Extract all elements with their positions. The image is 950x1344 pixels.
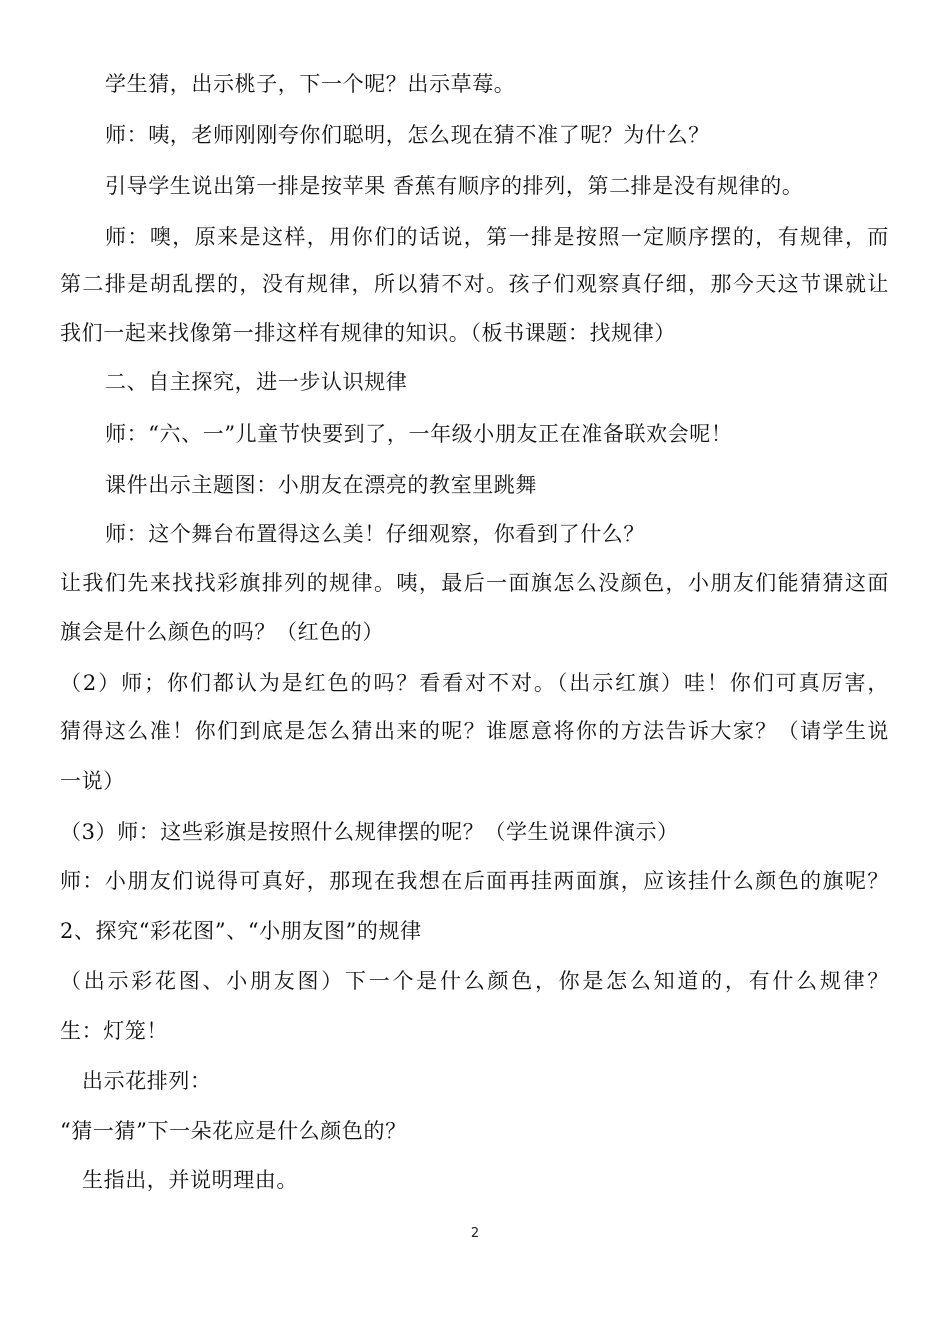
text-line: 生：灯笼！ bbox=[60, 1019, 168, 1043]
text-line: 旗会是什么颜色的吗？（红色的） bbox=[60, 620, 384, 644]
section-heading: 二、自主探究，进一步认识规律 bbox=[105, 370, 408, 394]
text-line: 课件出示主题图：小朋友在漂亮的教室里跳舞 bbox=[105, 473, 537, 497]
text-line: 师：噢，原来是这样，用你们的话说，第一排是按照一定顺序摆的，有规律，而 bbox=[105, 225, 889, 249]
text-line: （出示彩花图、小朋友图）下一个是什么颜色，你是怎么知道的，有什么规律？ bbox=[60, 969, 889, 993]
text-line: 学生猜，出示桃子，下一个呢？出示草莓。 bbox=[105, 72, 516, 96]
text-line: 让我们先来找找彩旗排列的规律。咦，最后一面旗怎么没颜色，小朋友们能猜猜这面 bbox=[60, 571, 889, 595]
text-line: 一说） bbox=[60, 769, 125, 793]
text-line: 出示花排列： bbox=[82, 1069, 212, 1093]
page-number: 2 bbox=[470, 1226, 480, 1241]
text-line: 师：咦，老师刚刚夸你们聪明，怎么现在猜不准了呢？为什么？ bbox=[105, 123, 710, 147]
text-line: 猜得这么准！你们到底是怎么猜出来的呢？谁愿意将你的方法告诉大家？（请学生说 bbox=[60, 719, 889, 743]
text-line: 第二排是胡乱摆的，没有规律，所以猜不对。孩子们观察真仔细，那今天这节课就让 bbox=[60, 272, 889, 296]
text-line: 2、探究“彩花图”、“小朋友图”的规律 bbox=[60, 919, 422, 943]
text-line: 师：小朋友们说得可真好，那现在我想在后面再挂两面旗，应该挂什么颜色的旗呢？ bbox=[60, 869, 889, 893]
text-line: 师：“六、一”儿童节快要到了，一年级小朋友正在准备联欢会呢！ bbox=[105, 422, 733, 446]
text-line: 引导学生说出第一排是按苹果 香蕉有顺序的排列，第二排是没有规律的。 bbox=[105, 174, 804, 198]
text-line: 师：这个舞台布置得这么美！仔细观察，你看到了什么？ bbox=[105, 522, 645, 546]
text-line: “猜一猜”下一朵花应是什么颜色的？ bbox=[60, 1119, 407, 1143]
text-line: 我们一起来找像第一排这样有规律的知识。（板书课题：找规律） bbox=[60, 321, 676, 345]
text-line: （3）师：这些彩旗是按照什么规律摆的呢？（学生说课件演示） bbox=[60, 820, 679, 844]
text-line: （2）师；你们都认为是红色的吗？看看对不对。（出示红旗）哇！你们可真厉害， bbox=[60, 671, 889, 695]
text-line: 生指出，并说明理由。 bbox=[82, 1168, 298, 1192]
